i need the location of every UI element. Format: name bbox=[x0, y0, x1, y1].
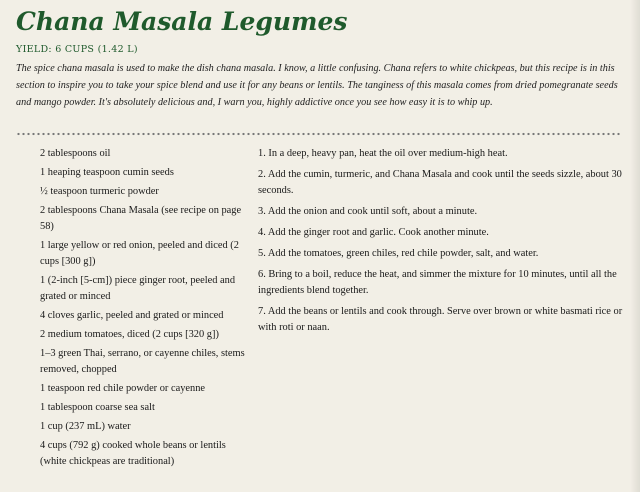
step-item: 7. Add the beans or lentils and cook through. Serve over brown or white basmati rice or with roti or naan. bbox=[258, 306, 623, 333]
recipe-intro: The spice chana masala is used to make the dish chana masala. I know, a little confusing. Chana refers to white chickpeas, but this recipe is in this section to inspire you to take your spice blend and use it for any beans or lentils. The tanginess of this masala comes from dried pomegranate seeds and mango powder. It's absolutely delicious and, I warn you, highly addictive once you see how easy it is to whip up. bbox=[16, 63, 618, 108]
page-gutter-shadow bbox=[630, 0, 640, 492]
step-item: 2. Add the cumin, turmeric, and Chana Masala and cook until the seeds sizzle, about 30 seconds. bbox=[258, 169, 622, 196]
ingredient-item: 4 cups (792 g) cooked whole beans or lentils (white chickpeas are traditional) bbox=[40, 440, 226, 467]
dotted-divider bbox=[16, 132, 622, 136]
step-item: 3. Add the onion and cook until soft, about a minute. bbox=[258, 206, 478, 217]
step-item: 6. Bring to a boil, reduce the heat, and simmer the mixture for 10 minutes, until all the ingredients blend together. bbox=[258, 269, 617, 296]
recipe-title: Chana Masala Legumes bbox=[16, 7, 348, 36]
ingredient-item: 1 tablespoon coarse sea salt bbox=[40, 402, 155, 413]
step-item: 5. Add the tomatoes, green chiles, red chile powder, salt, and water. bbox=[258, 248, 539, 259]
ingredient-item: 2 tablespoons Chana Masala (see recipe on page 58) bbox=[40, 205, 242, 232]
step-item: 1. In a deep, heavy pan, heat the oil over medium-high heat. bbox=[258, 148, 508, 159]
ingredient-item: 1–3 green Thai, serrano, or cayenne chiles, stems removed, chopped bbox=[40, 348, 245, 375]
ingredient-item: 4 cloves garlic, peeled and grated or minced bbox=[40, 310, 224, 321]
ingredient-item: 1 (2-inch [5-cm]) piece ginger root, peeled and grated or minced bbox=[40, 275, 236, 302]
ingredient-item: 1 large yellow or red onion, peeled and diced (2 cups [300 g]) bbox=[40, 240, 239, 267]
bleed-through-text bbox=[350, 12, 357, 36]
ingredient-item: 2 medium tomatoes, diced (2 cups [320 g]) bbox=[40, 329, 219, 340]
ingredient-item: 2 tablespoons oil bbox=[40, 148, 111, 159]
recipe-yield: YIELD: 6 CUPS (1.42 L) bbox=[16, 44, 138, 55]
ingredients-list bbox=[40, 146, 250, 473]
ingredient-item: ½ teaspoon turmeric powder bbox=[40, 186, 159, 197]
ingredient-item: 1 cup (237 mL) water bbox=[40, 421, 131, 432]
step-item: 4. Add the ginger root and garlic. Cook another minute. bbox=[258, 227, 489, 238]
ingredient-item: 1 heaping teaspoon cumin seeds bbox=[40, 167, 174, 178]
steps-list bbox=[258, 146, 630, 341]
ingredient-item: 1 teaspoon red chile powder or cayenne bbox=[40, 383, 206, 394]
